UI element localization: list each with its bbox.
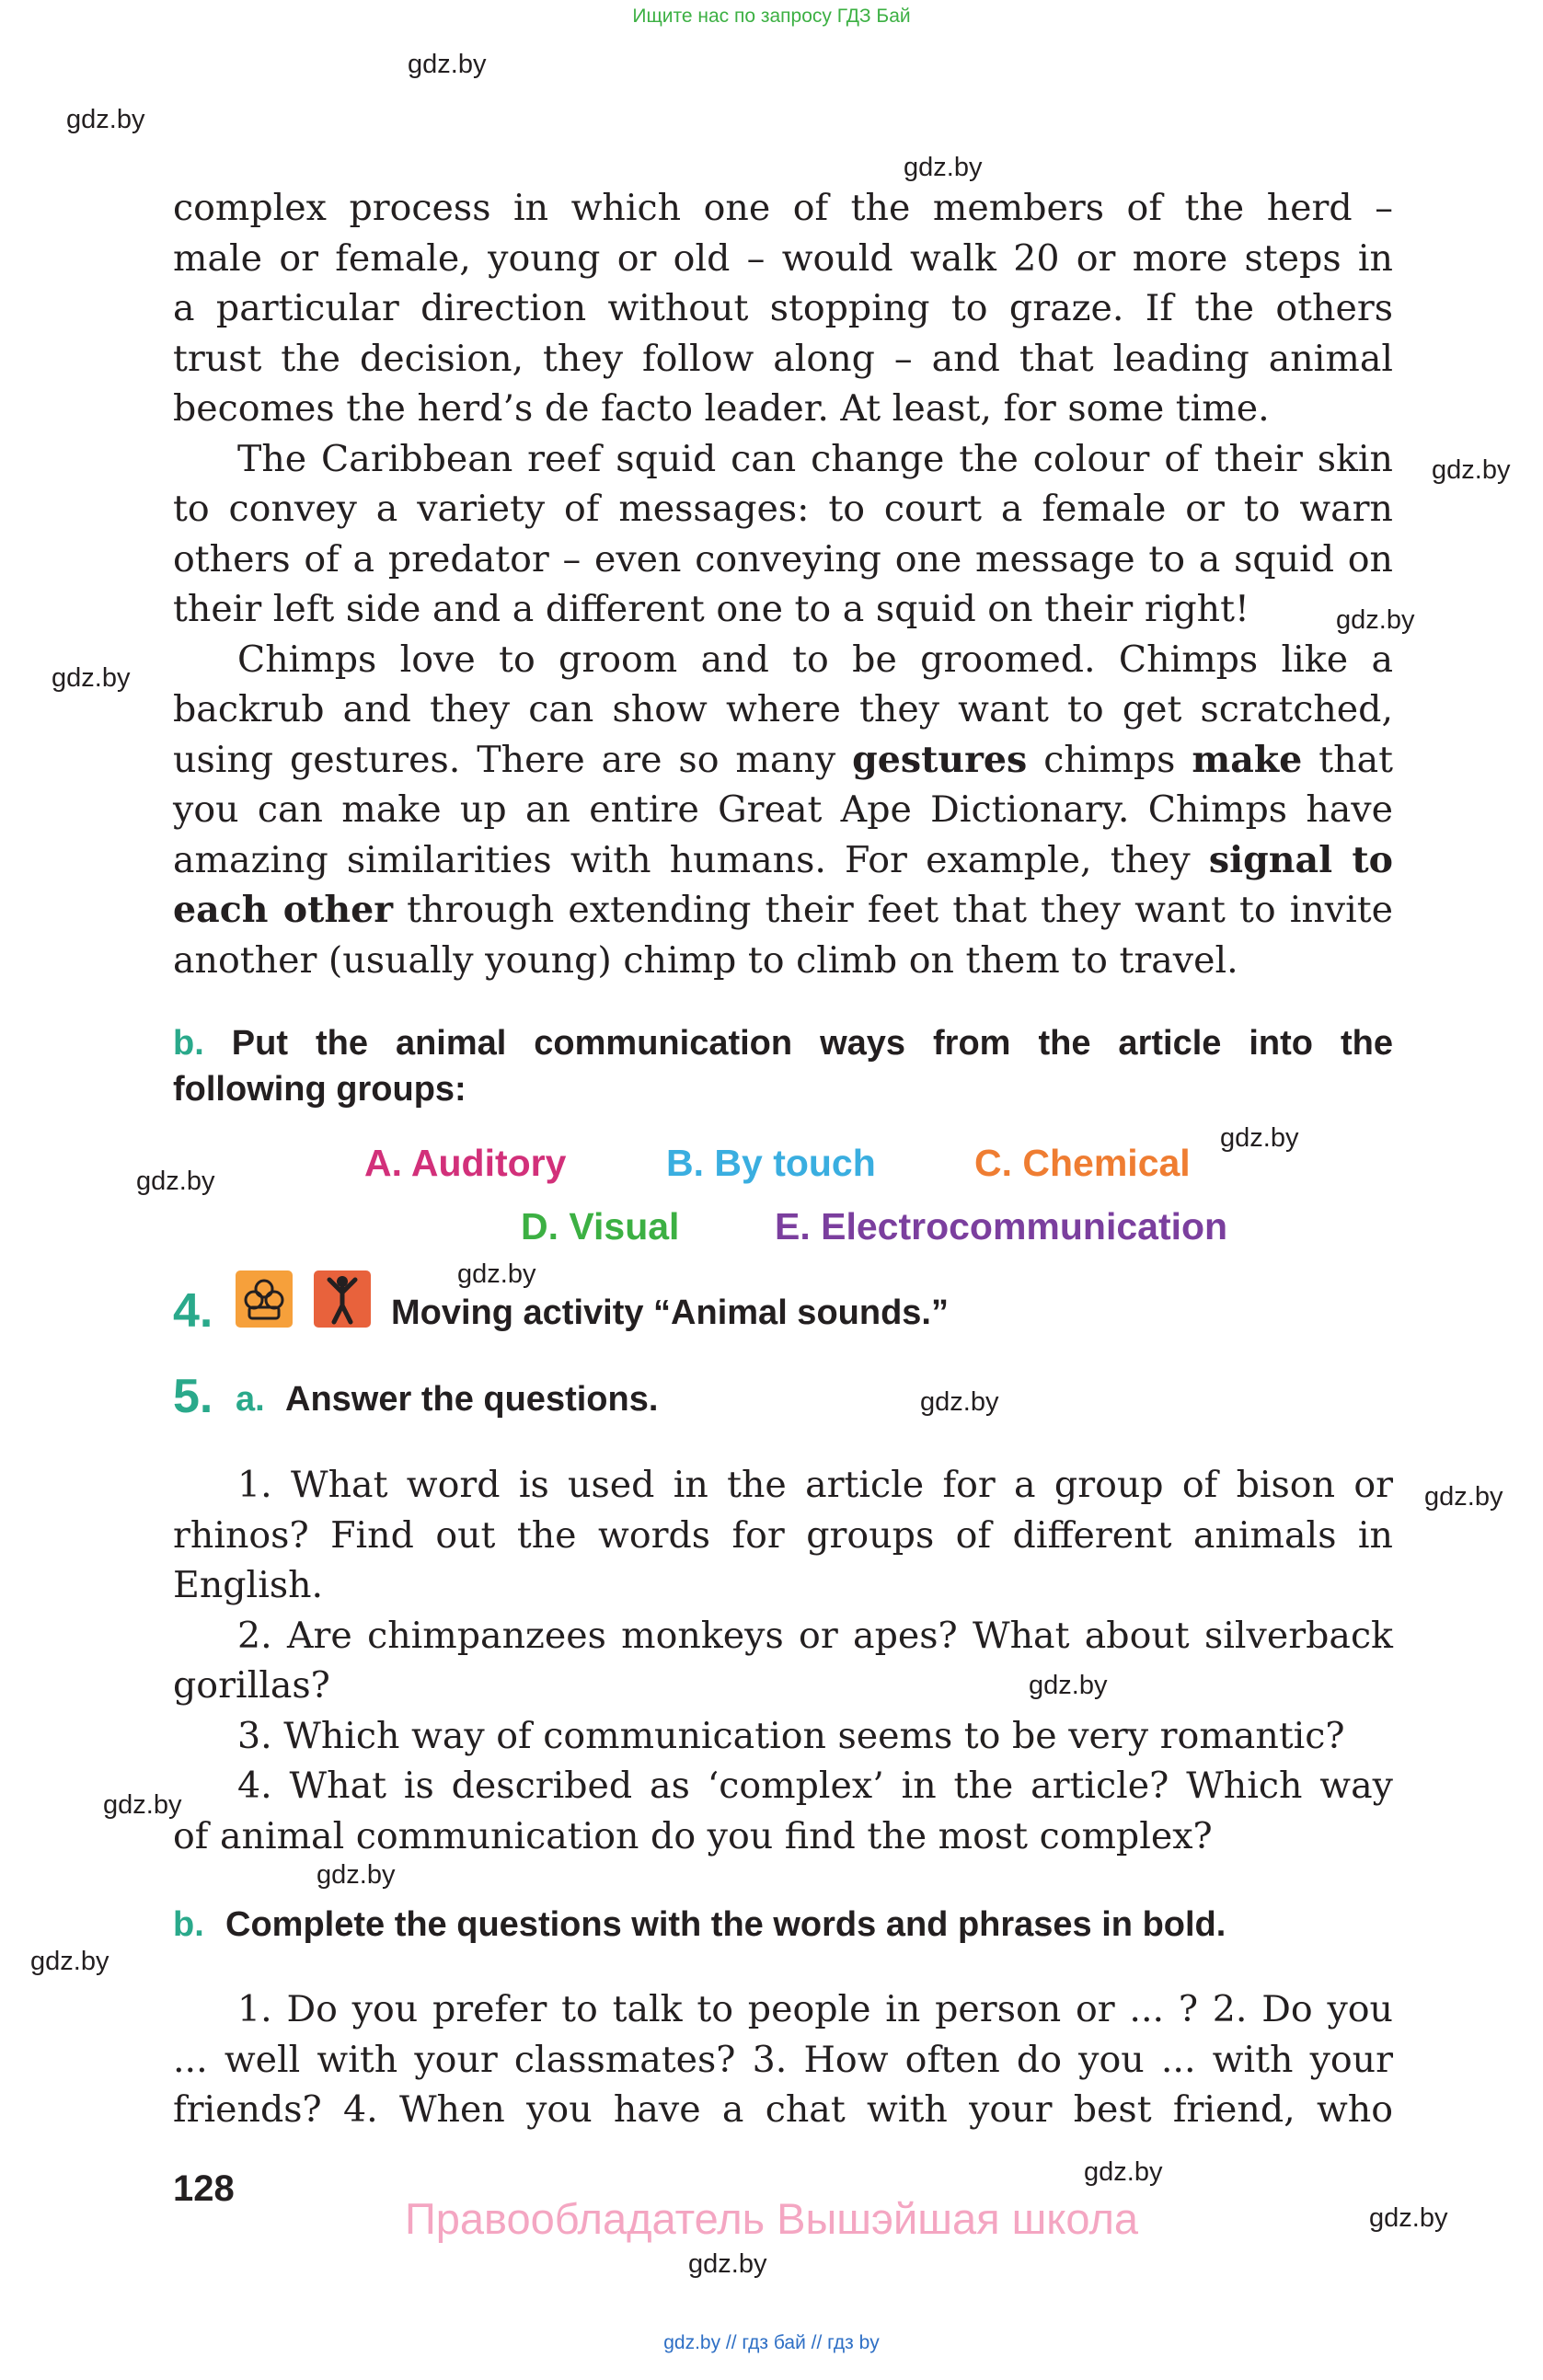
text-span: that — [1302, 738, 1394, 781]
text-line — [173, 835, 1393, 886]
bottom-links[interactable]: gdz.by // гдз бай // гдз by — [663, 2332, 880, 2353]
top-banner[interactable]: Ищите нас по запросу ГДЗ Бай — [632, 6, 911, 27]
text-span: chimps — [1027, 738, 1192, 781]
text-line — [173, 885, 1393, 936]
moving-person-icon — [314, 1270, 371, 1328]
text-line: their left side and a different one to a squid on their right! — [173, 588, 1249, 630]
watermark: gdz.by — [66, 105, 145, 134]
bold-phrase: each other — [173, 889, 394, 931]
text-span: through extending their feet that they want to invite — [393, 889, 1393, 931]
task-5b-heading: Complete the questions with the words and phrases in bold. — [225, 1905, 1226, 1944]
watermark: gdz.by — [1029, 1671, 1108, 1700]
watermark: gdz.by — [1336, 605, 1415, 635]
instruction-text: Put the animal communication ways from the article into the — [231, 1024, 1393, 1063]
bold-phrase: signal to — [1208, 838, 1393, 881]
text-span: amazing similarities with humans. For example, they — [173, 838, 1209, 881]
text-line — [173, 735, 1393, 786]
text-line: to convey a variety of messages: to court a female or to warn — [173, 488, 1393, 530]
group-by-touch: B. By touch — [666, 1142, 876, 1184]
copyright-footer: Правообладатель Вышэйшая школа — [404, 2194, 1139, 2243]
article-text — [173, 183, 1393, 985]
text-line: a particular direction without stopping to graze. If the others — [173, 287, 1393, 329]
task-3b-instruction — [173, 1020, 1393, 1112]
question-line: English. — [173, 1564, 324, 1606]
text-line: backrub and they can show where they want to get scratched, — [173, 688, 1393, 730]
question-line: rhinos? Find out the words for groups of different animals in — [173, 1513, 1393, 1557]
group-visual: D. Visual — [521, 1205, 680, 1247]
task-letter: b. — [173, 1024, 204, 1063]
watermark: gdz.by — [1220, 1123, 1299, 1153]
watermark: gdz.by — [136, 1167, 215, 1196]
text-line: complex process in which one of the members of the herd – — [173, 187, 1393, 229]
question-line: of animal communication do you find the most complex? — [173, 1814, 1213, 1857]
task-5a-heading: Answer the questions. — [285, 1380, 659, 1419]
question-line: 1. What word is used in the article for a group of bison or — [237, 1464, 1393, 1506]
text-line: friends? 4. When you have a chat with your best friend, who — [173, 2088, 1393, 2131]
bold-phrase: make — [1192, 738, 1303, 781]
watermark: gdz.by — [317, 1860, 396, 1890]
watermark: gdz.by — [688, 2249, 767, 2279]
task-number: 4. — [173, 1284, 213, 1338]
watermark: gdz.by — [920, 1387, 999, 1417]
complete-questions-text — [173, 1984, 1393, 2135]
watermark: gdz.by — [1084, 2157, 1163, 2187]
watermark: gdz.by — [457, 1259, 536, 1289]
group-work-icon — [236, 1270, 293, 1328]
watermark: gdz.by — [52, 663, 131, 693]
watermark: gdz.by — [103, 1790, 182, 1820]
text-line: trust the decision, they follow along – and that leading animal — [173, 337, 1393, 380]
group-auditory: A. Auditory — [364, 1142, 567, 1184]
question-line: 3. Which way of communication seems to be very romantic? — [237, 1714, 1345, 1757]
task-letter: a. — [236, 1380, 265, 1419]
watermark: gdz.by — [30, 1947, 109, 1976]
question-line: gorillas? — [173, 1664, 330, 1707]
bold-phrase: gestures — [852, 738, 1028, 781]
text-line: The Caribbean reef squid can change the colour of their skin — [237, 437, 1393, 480]
text-line: 1. Do you prefer to talk to people in person or ... ? 2. Do you — [237, 1988, 1393, 2030]
text-line: ... well with your classmates? 3. How often do you ... with your — [173, 2038, 1393, 2081]
watermark: gdz.by — [1432, 455, 1511, 485]
text-line: you can make up an entire Great Ape Dictionary. Chimps have — [173, 788, 1393, 831]
group-chemical: C. Chemical — [974, 1142, 1191, 1184]
instruction-line — [173, 1020, 1393, 1066]
questions-list — [173, 1460, 1393, 1861]
watermark: gdz.by — [904, 153, 983, 182]
text-line: others of a predator – even conveying one message to a squid on — [173, 537, 1393, 581]
watermark: gdz.by — [1424, 1482, 1503, 1512]
instruction-line: following groups: — [173, 1070, 466, 1109]
task-number: 5. — [173, 1370, 213, 1423]
watermark: gdz.by — [408, 50, 487, 79]
text-line: Chimps love to groom and to be groomed. Chimps like a — [237, 638, 1393, 681]
text-line: becomes the herd’s de facto leader. At least, for some time. — [173, 387, 1270, 430]
text-span: using gestures. There are so many — [173, 738, 853, 781]
text-line: another (usually young) chimp to climb on them to travel. — [173, 938, 1238, 982]
task-4-heading: Moving activity “Animal sounds.” — [391, 1293, 949, 1332]
watermark: gdz.by — [1369, 2203, 1448, 2233]
task-letter: b. — [173, 1905, 204, 1944]
question-line: 2. Are chimpanzees monkeys or apes? What about silverback — [237, 1614, 1393, 1657]
group-electrocommunication: E. Electrocommunication — [775, 1205, 1228, 1247]
text-line: male or female, young or old – would walk 20 or more steps in — [173, 236, 1393, 280]
page-number: 128 — [173, 2168, 235, 2209]
question-line: 4. What is described as ‘complex’ in the article? Which way — [237, 1765, 1393, 1807]
